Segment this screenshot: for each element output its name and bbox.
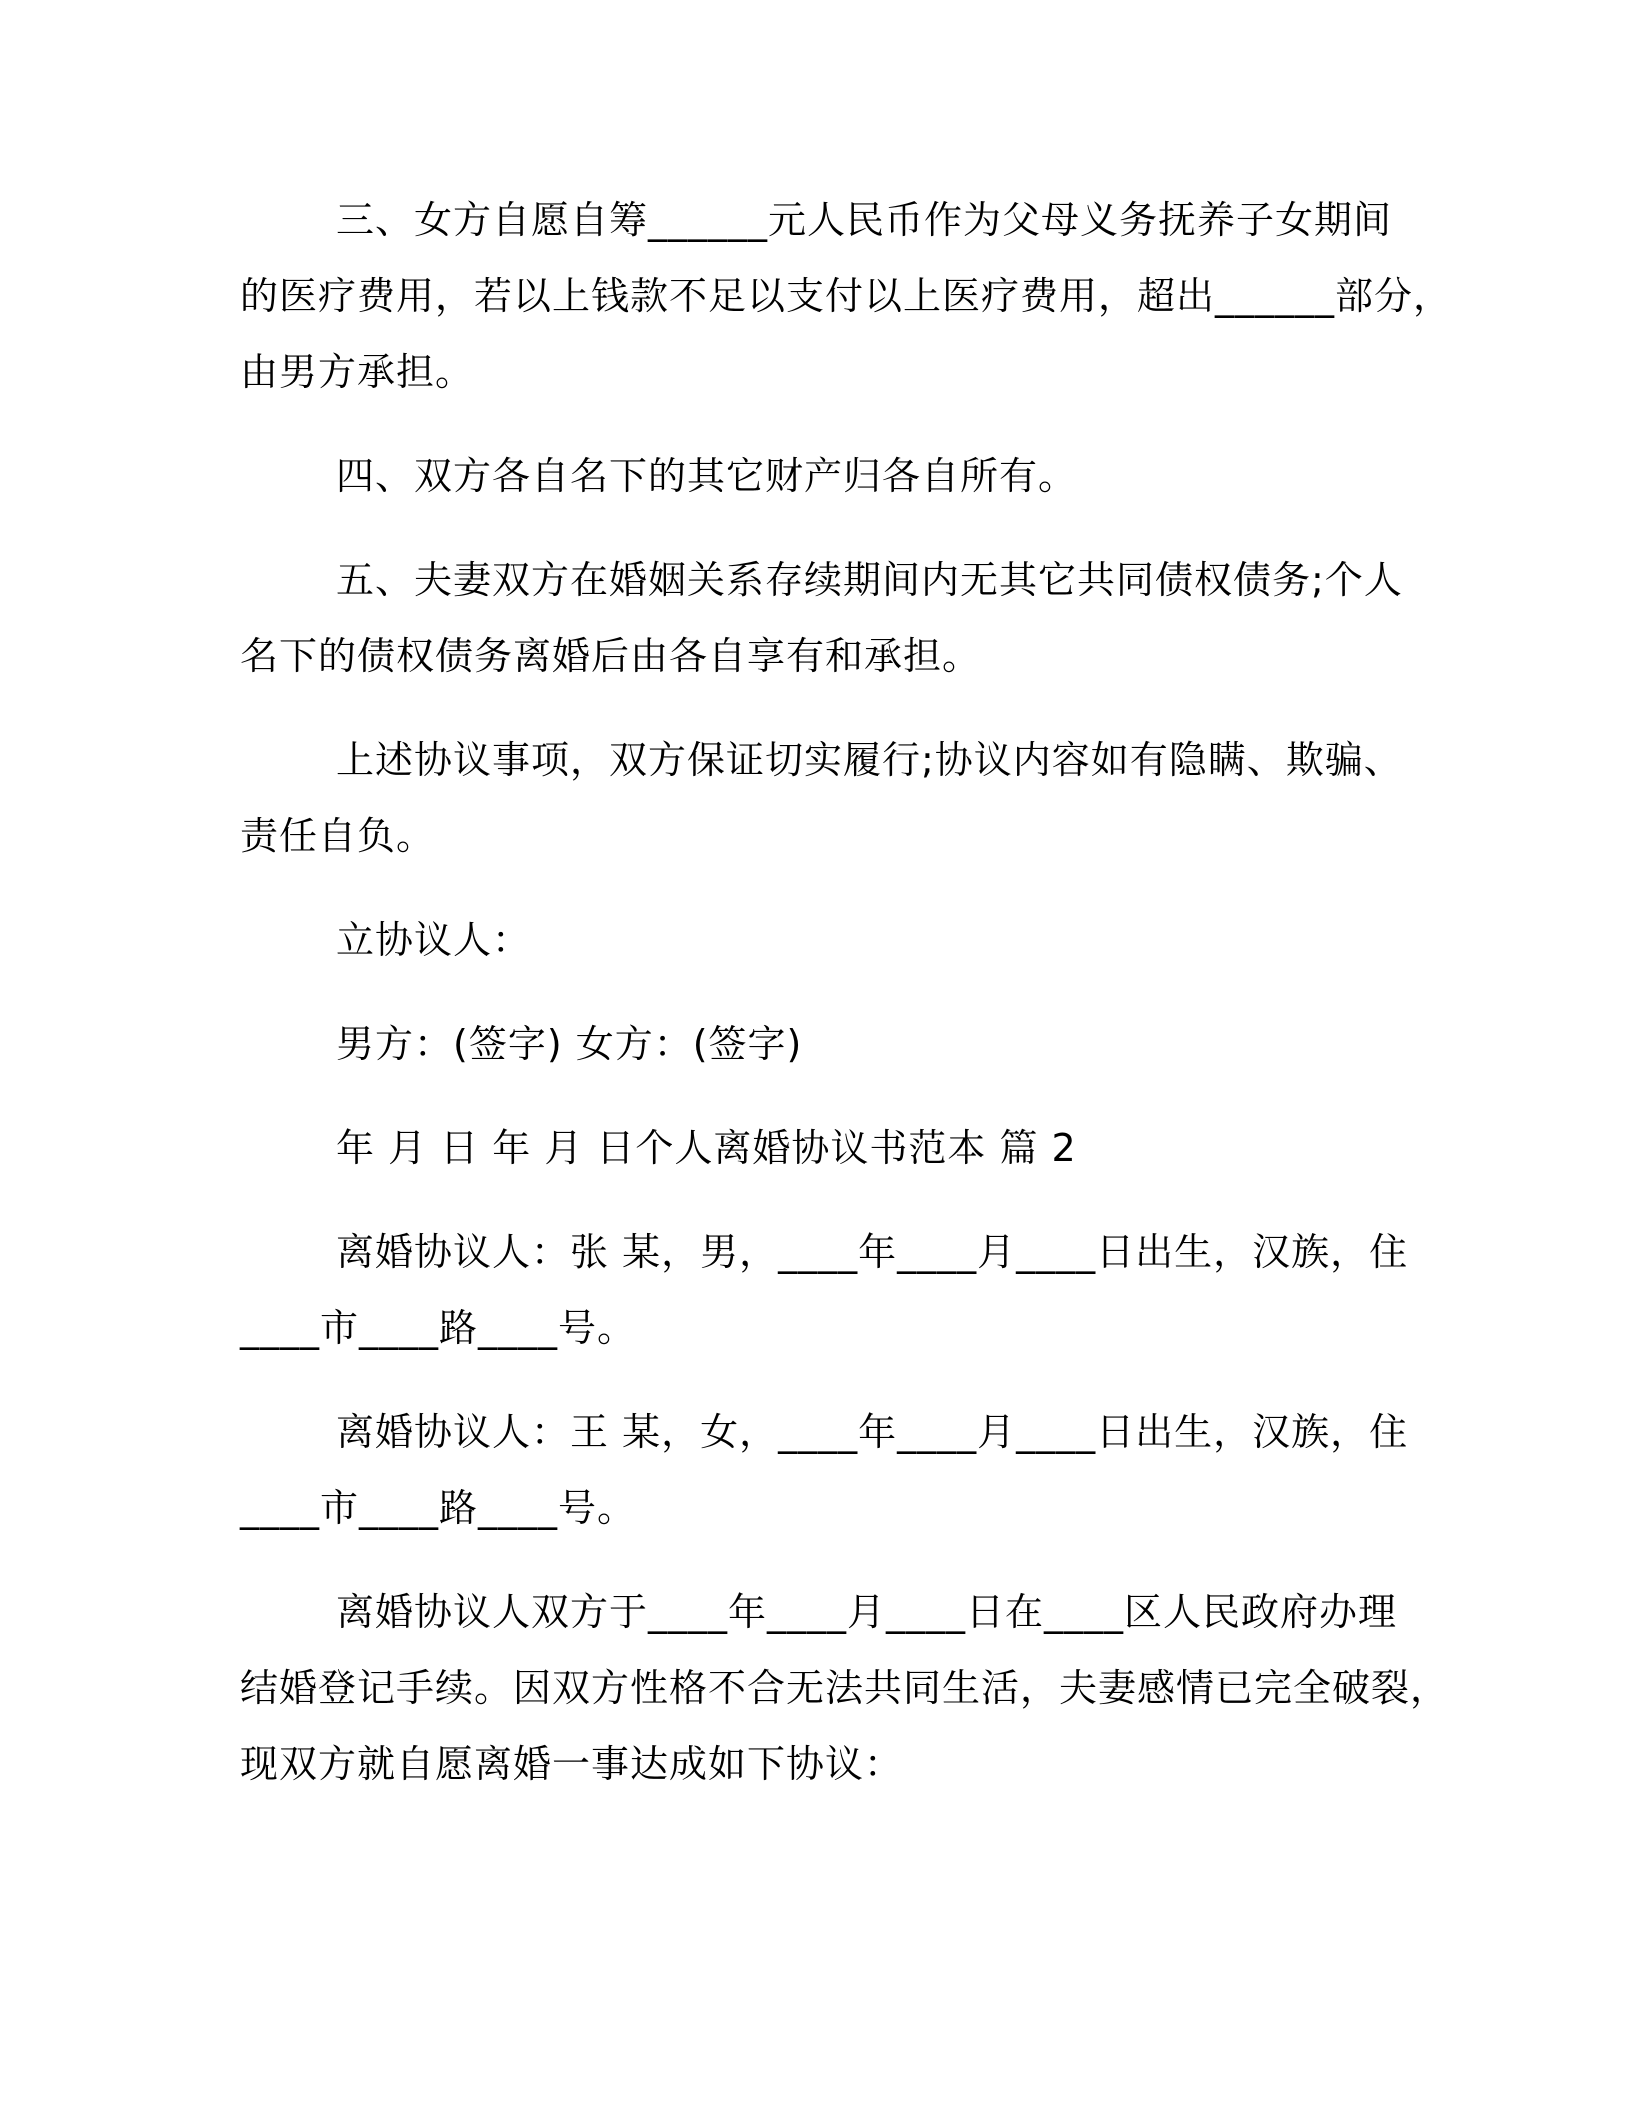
clause-4: 四、双方各自名下的其它财产归各自所有。 <box>336 454 1078 498</box>
preamble-line-2: 结婚登记手续。因双方性格不合无法共同生活，夫妻感情已完全破裂， <box>240 1666 1450 1710</box>
guarantee-line-2: 责任自负。 <box>240 814 436 858</box>
clause-5-line-2: 名下的债权债务离婚后由各自享有和承担。 <box>240 634 982 678</box>
date-and-section-title: 年 月 日 年 月 日个人离婚协议书范本 篇 2 <box>336 1126 1077 1170</box>
guarantee-line-1: 上述协议事项，双方保证切实履行;协议内容如有隐瞒、欺骗、 <box>336 738 1403 782</box>
signatories-heading: 立协议人： <box>336 918 532 962</box>
party-b-line-1: 离婚协议人：王 某，女，____年____月____日出生，汉族，住 <box>336 1410 1409 1454</box>
clause-5-line-1: 五、夫妻双方在婚姻关系存续期间内无其它共同债权债务;个人 <box>336 558 1403 602</box>
clause-3-line-3: 由男方承担。 <box>240 350 475 394</box>
party-a-line-1: 离婚协议人：张 某，男，____年____月____日出生，汉族，住 <box>336 1230 1409 1274</box>
preamble-line-3: 现双方就自愿离婚一事达成如下协议： <box>240 1742 904 1786</box>
preamble-line-1: 离婚协议人双方于____年____月____日在____区人民政府办理 <box>336 1590 1398 1634</box>
party-a-line-2: ____市____路____号。 <box>240 1306 637 1350</box>
clause-3-line-1: 三、女方自愿自筹______元人民币作为父母义务抚养子女期间 <box>336 198 1393 242</box>
party-b-line-2: ____市____路____号。 <box>240 1486 637 1530</box>
signature-line: 男方：(签字) 女方：(签字) <box>336 1022 803 1066</box>
clause-3-line-2: 的医疗费用，若以上钱款不足以支付以上医疗费用，超出______部分， <box>240 274 1453 318</box>
